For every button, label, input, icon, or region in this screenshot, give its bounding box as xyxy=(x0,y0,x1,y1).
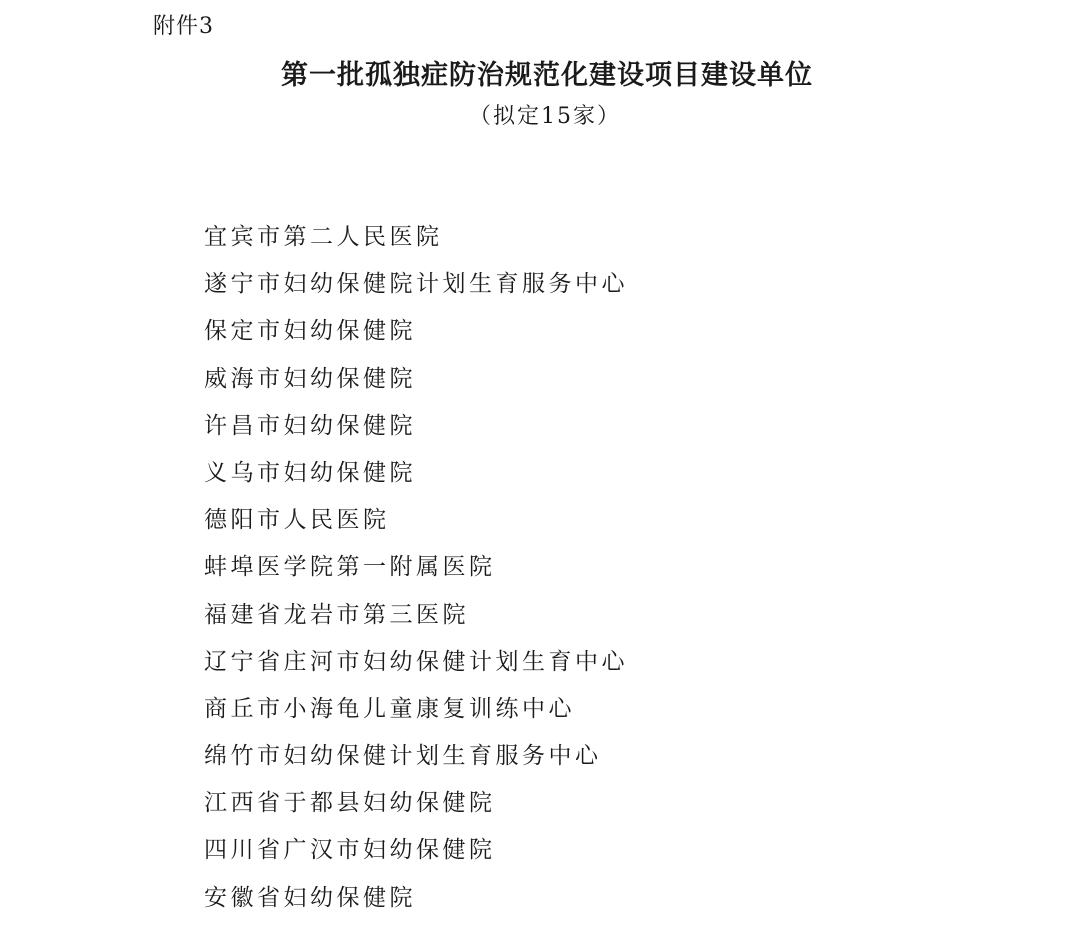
unit-list-item: 四川省广汉市妇幼保健院 xyxy=(204,837,496,864)
unit-list-item: 绵竹市妇幼保健计划生育服务中心 xyxy=(204,743,602,770)
unit-list-item: 辽宁省庄河市妇幼保健计划生育中心 xyxy=(204,648,628,675)
unit-list-item: 遂宁市妇幼保健院计划生育服务中心 xyxy=(204,271,628,298)
unit-list-item: 安徽省妇幼保健院 xyxy=(204,884,416,911)
document-title: 第一批孤独症防治规范化建设项目建设单位 xyxy=(281,60,813,91)
unit-list-item: 义乌市妇幼保健院 xyxy=(204,459,416,486)
unit-list-item: 蚌埠医学院第一附属医院 xyxy=(204,554,496,581)
unit-list-item: 许昌市妇幼保健院 xyxy=(204,412,416,439)
unit-list-item: 宜宾市第二人民医院 xyxy=(204,224,443,250)
unit-list-item: 江西省于都县妇幼保健院 xyxy=(204,790,496,817)
document-subtitle: （拟定15家） xyxy=(469,104,621,129)
unit-list-item: 商丘市小海龟儿童康复训练中心 xyxy=(204,695,575,722)
attachment-label: 附件3 xyxy=(153,14,214,39)
unit-list-item: 保定市妇幼保健院 xyxy=(204,318,416,345)
unit-list-item: 德阳市人民医院 xyxy=(204,507,390,534)
unit-list-item: 威海市妇幼保健院 xyxy=(204,365,416,392)
unit-list xyxy=(204,222,628,930)
unit-list-item: 福建省龙岩市第三医院 xyxy=(204,601,469,628)
